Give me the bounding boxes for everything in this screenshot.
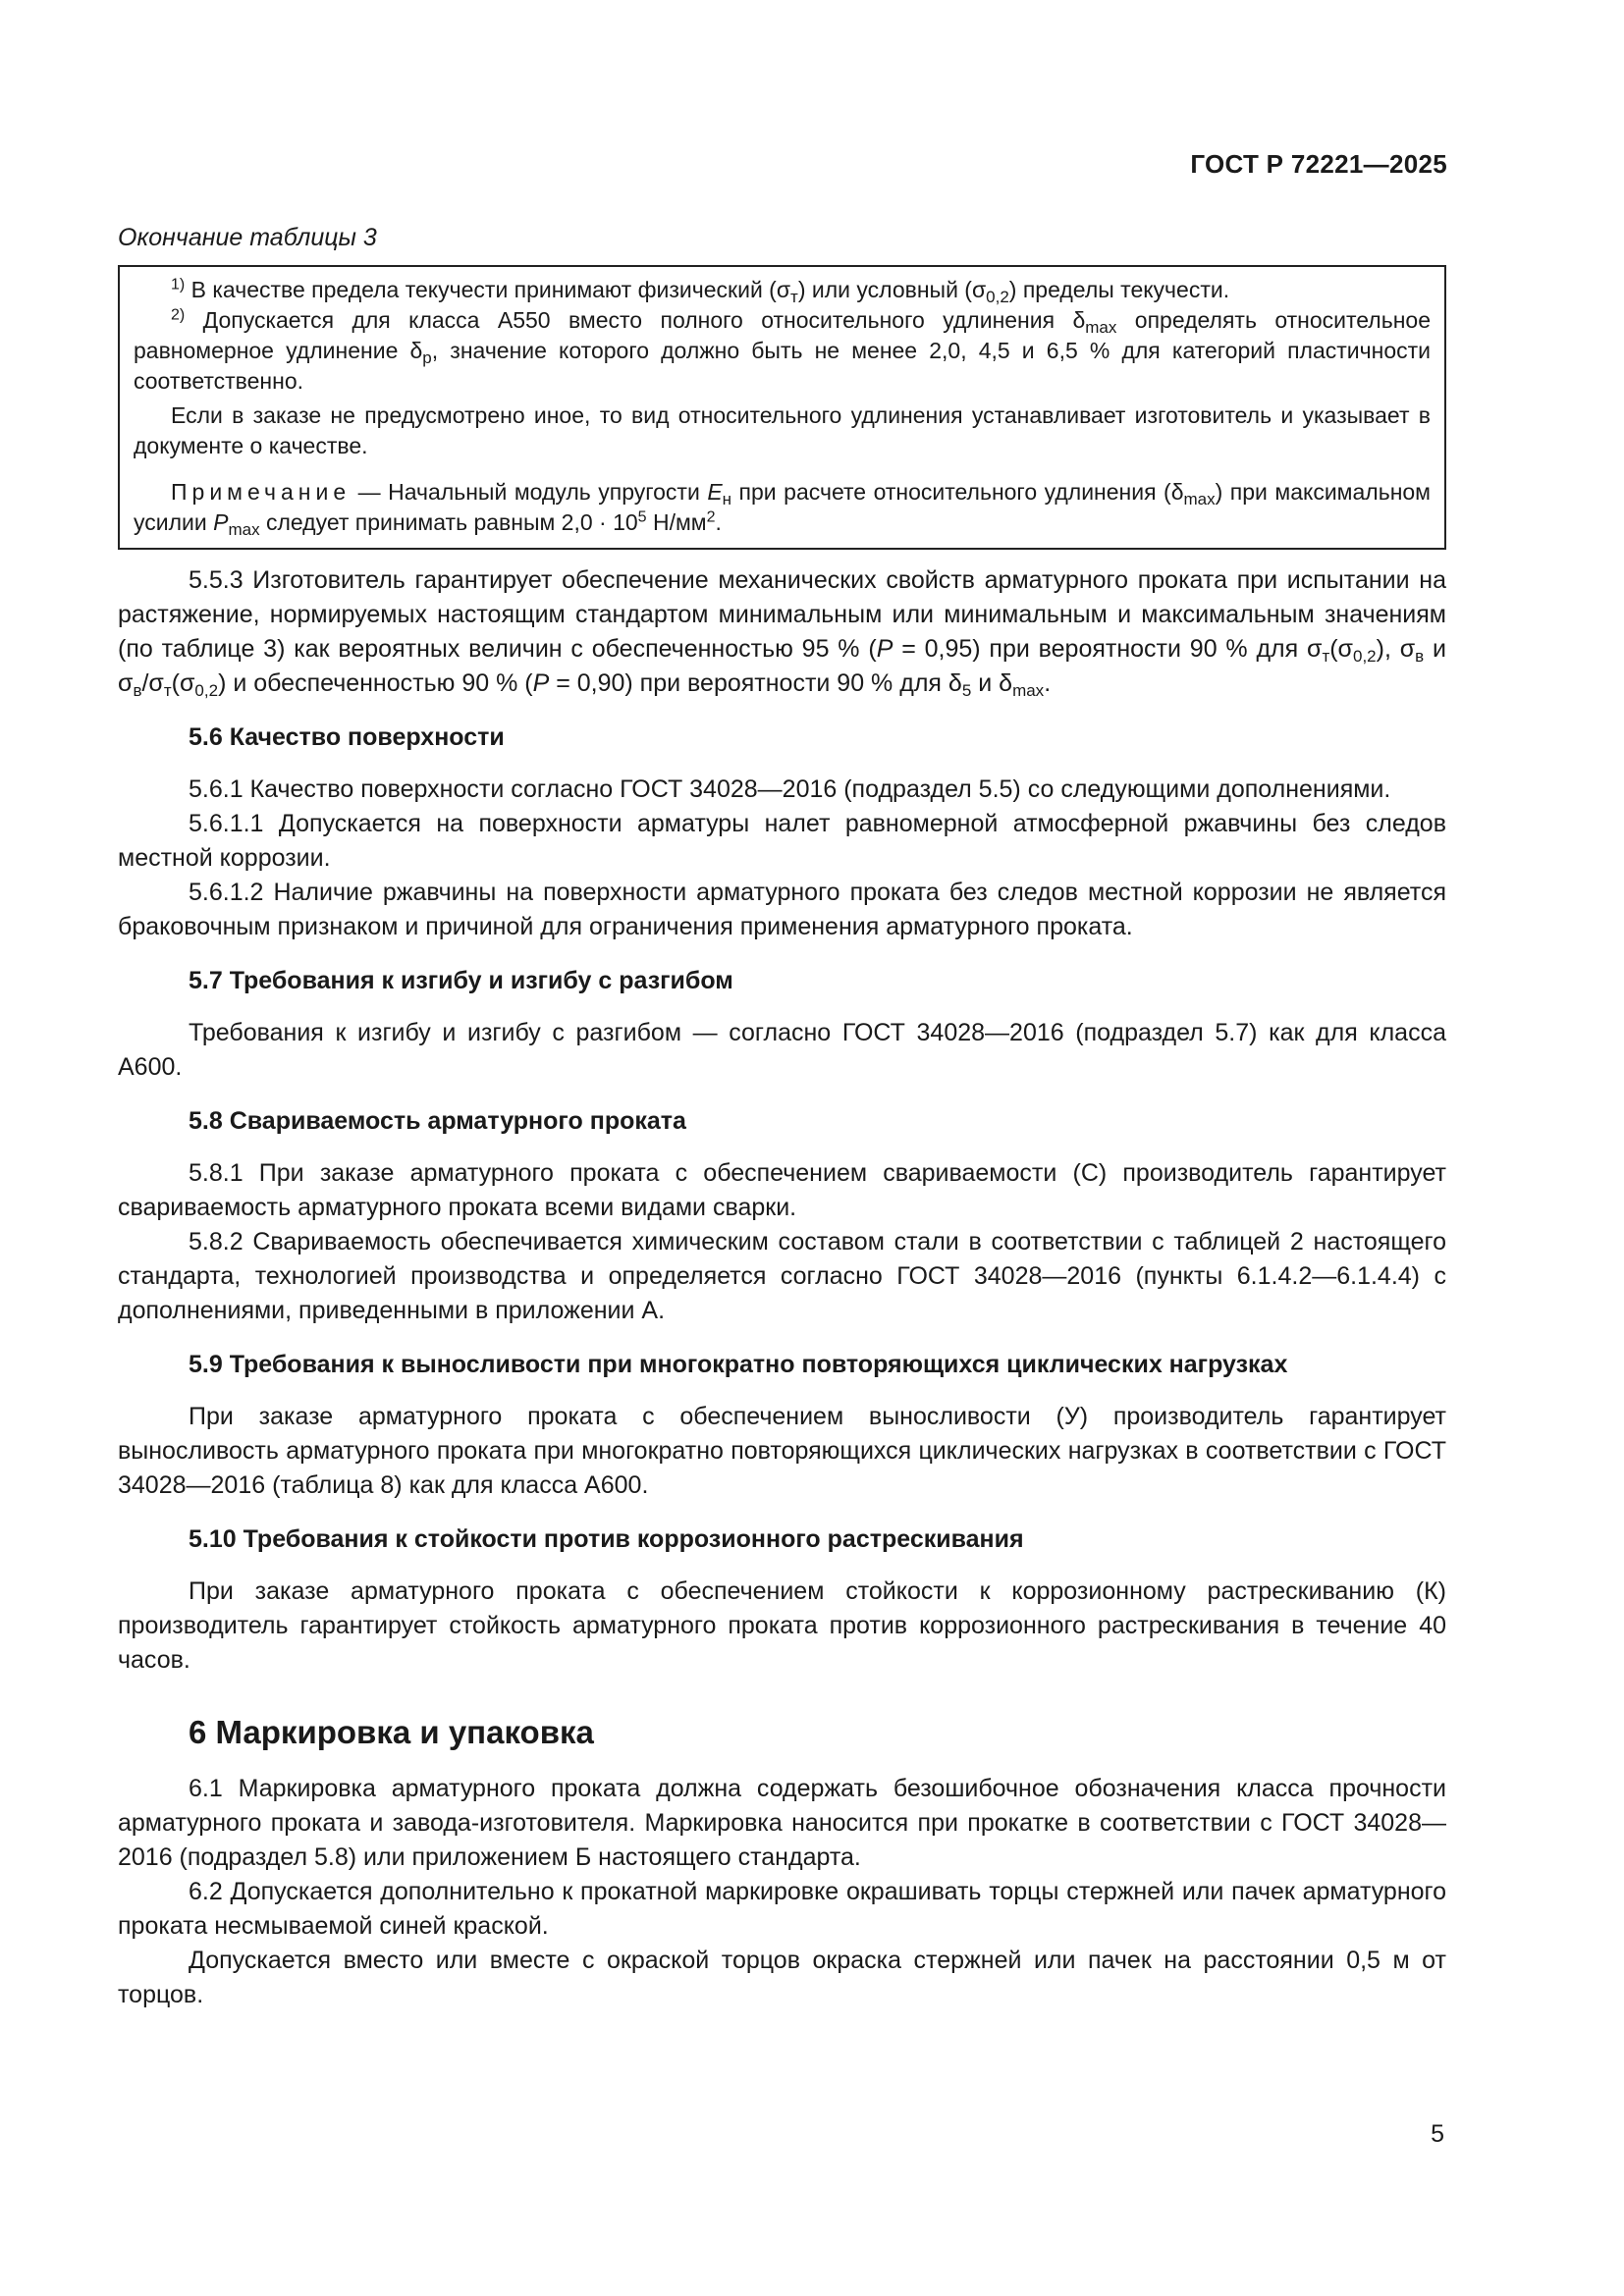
- paragraph-5-7: Требования к изгибу и изгибу с разгибом — согласно ГОСТ 34028—2016 (подраздел 5.7) как для класса А600.: [118, 1019, 1446, 1081]
- footnote-1: $^{1)}$ В качестве предела текучести принимают физический $(\sigma_т)$ или условный $(\sigma_{0,2})$ пределы текучести.: [171, 276, 1230, 306]
- paragraph-6-1: 6.1 Маркировка арматурного проката должна содержать безошибочное обозначения класса прочности арматурного проката и завода-изготовителя. Маркировка наносится при прокатке в соответствии с ГОСТ 34028—2016 (подраздел 5.8) или приложением Б настоящего стандарта.: [118, 1775, 1446, 1871]
- paragraph-5-6-1: 5.6.1 Качество поверхности согласно ГОСТ 34028—2016 (подраздел 5.5) со следующими дополнениями.: [189, 775, 1391, 803]
- paragraph-5-6-1-2: 5.6.1.2 Наличие ржавчины на поверхности арматурного проката без следов местной коррозии не является браковочным признаком и причиной для ограничения применения арматурного проката.: [118, 879, 1446, 940]
- section-5-10-heading: 5.10 Требования к стойкости против коррозионного растрескивания: [189, 1525, 1024, 1553]
- paragraph-5-8-1: 5.8.1 При заказе арматурного проката с обеспечением свариваемости (С) производитель гарантирует свариваемость арматурного проката всеми видами сварки.: [118, 1159, 1446, 1221]
- table-continuation-caption: Окончание таблицы 3: [118, 224, 377, 251]
- paragraph-5-8-2: 5.8.2 Свариваемость обеспечивается химическим составом стали в соответствии с таблицей 2 настоящего стандарта, технологией производства и определяется согласно ГОСТ 34028—2016 (пункты 6.1.4.2—6.1.4.4) с дополнениями, приведенными в приложении А.: [118, 1228, 1446, 1324]
- footnote-extra: Если в заказе не предусмотрено иное, то вид относительного удлинения устанавливает изготовитель и указывает в документе о качестве.: [134, 402, 1431, 458]
- table-note: Примечание — Начальный модуль упругости $E_н$ при расчете относительного удлинения $(\delta_{max})$ при максимальном усилии $P_{max}$ следует принимать равным $2,0 \cdot 10^5$ $Н/мм^2$.: [134, 479, 1431, 539]
- section-5-6-heading: 5.6 Качество поверхности: [189, 723, 505, 751]
- page-number: 5: [1431, 2120, 1444, 2148]
- paragraph-5-10: При заказе арматурного проката с обеспечением стойкости к коррозионному растрескиванию (К) производитель гарантирует стойкость арматурного проката против коррозионного растрескивания в течение 40 часов.: [118, 1577, 1446, 1674]
- footnote-2: $^{2)}$ Допускается для класса А550 вместо полного относительного удлинения $\delta_{max}$ определять относительное равномерное удлинение $\delta_p$, значение которого должно быть не менее 2,0, 4,5 и 6,5 % для категорий пластичности соответственно.: [134, 306, 1431, 394]
- paragraph-5-6-1-1: 5.6.1.1 Допускается на поверхности арматуры налет равномерной атмосферной ржавчины без следов местной коррозии.: [118, 810, 1446, 872]
- section-5-7-heading: 5.7 Требования к изгибу и изгибу с разгибом: [189, 967, 733, 994]
- note-label: Примечание: [171, 479, 352, 505]
- paragraph-6-2-extra: Допускается вместо или вместе с окраской торцов окраска стержней или пачек на расстоянии 0,5 м от торцов.: [118, 1947, 1446, 2008]
- paragraph-6-2: 6.2 Допускается дополнительно к прокатной маркировке окрашивать торцы стержней или пачек арматурного проката несмываемой синей краской.: [118, 1878, 1446, 1940]
- section-5-8-heading: 5.8 Свариваемость арматурного проката: [189, 1107, 686, 1135]
- section-6-heading: 6 Маркировка и упаковка: [189, 1714, 594, 1750]
- paragraph-5-9: При заказе арматурного проката с обеспечением выносливости (У) производитель гарантирует выносливость арматурного проката при многократно повторяющихся циклических нагрузках в соответствии с ГОСТ 34028—2016 (таблица 8) как для класса А600.: [118, 1403, 1446, 1499]
- paragraph-5-5-3: 5.5.3 Изготовитель гарантирует обеспечение механических свойств арматурного проката при испытании на растяжение, нормируемых настоящим стандартом минимальным или минимальным и максимальным значениям (по таблице 3) как вероятных величин с обеспеченностью 95 % (P = 0,95) при вероятности 90 % для $\sigma_т(\sigma_{0,2})$, $\sigma_в$ и $\sigma_в/\sigma_т(\sigma_{0,2})$ и обеспеченностью 90 % (P = 0,90) при вероятности 90 % для $\delta_5$ и $\delta_{max}$.: [118, 566, 1446, 700]
- document-code: ГОСТ Р 72221—2025: [1190, 149, 1447, 179]
- table-notes-box: [118, 265, 1446, 550]
- section-5-9-heading: 5.9 Требования к выносливости при многократно повторяющихся циклических нагрузках: [189, 1351, 1288, 1378]
- page-content: [118, 221, 1446, 2012]
